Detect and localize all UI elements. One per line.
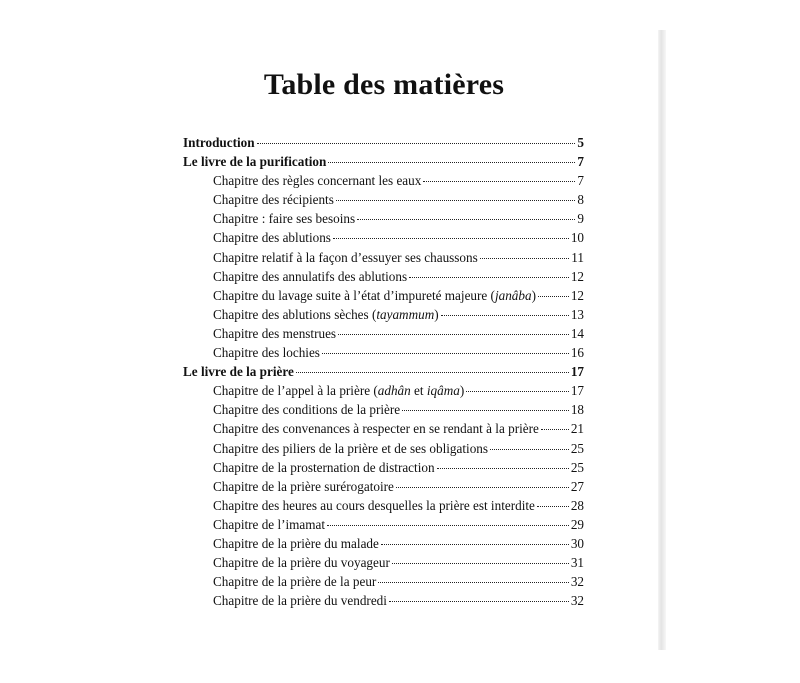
toc-page-number: 12 (570, 268, 584, 284)
toc-page-number: 17 (570, 364, 584, 380)
toc-entry-label: Chapitre du lavage suite à l’état d’impureté majeure (janâba) (213, 287, 536, 303)
toc-page-number: 25 (570, 459, 584, 475)
toc-chapter-row (183, 553, 584, 572)
toc-chapter-row (183, 305, 584, 324)
toc-entry-label: Chapitre relatif à la façon d’essuyer ses chaussons (213, 249, 478, 265)
toc-entry-label: Chapitre de l’appel à la prière (adhân et iqâma) (213, 383, 465, 399)
dot-leader (257, 142, 576, 144)
toc-entry-label: Chapitre des conditions de la prière (213, 402, 401, 418)
toc-entry-label: Chapitre des ablutions sèches (tayammum) (213, 306, 439, 322)
toc-page-number: 7 (577, 154, 584, 170)
toc-chapter-row (183, 477, 584, 496)
dot-leader (441, 314, 569, 316)
toc-page-number: 30 (570, 535, 584, 551)
dot-leader (327, 524, 569, 526)
toc-entry-label: Chapitre de l’imamat (213, 516, 326, 532)
dot-leader (392, 562, 569, 564)
toc-section-row (183, 362, 584, 381)
toc-page-number: 25 (570, 440, 584, 456)
toc-chapter-row (183, 209, 584, 228)
toc-entry-label: Chapitre de la prière du vendredi (213, 593, 387, 609)
toc-page-number: 11 (571, 249, 584, 265)
toc-entry-label: Chapitre des annulatifs des ablutions (213, 268, 408, 284)
toc-page-number: 21 (570, 421, 584, 437)
toc-page-number: 7 (577, 173, 584, 189)
toc-page-number: 10 (570, 230, 584, 246)
dot-leader (396, 486, 569, 488)
dot-leader (389, 600, 569, 602)
toc-chapter-row (183, 439, 584, 458)
dot-leader (378, 581, 569, 583)
toc-chapter-row (183, 496, 584, 515)
toc-chapter-row (183, 324, 584, 343)
toc-page-number: 13 (570, 306, 584, 322)
toc-entry-label: Chapitre des convenances à respecter en se rendant à la prière (213, 421, 539, 437)
toc-entry-label: Chapitre des lochies (213, 345, 320, 361)
toc-page-number: 27 (570, 478, 584, 494)
dot-leader (466, 390, 569, 392)
dot-leader (538, 295, 569, 297)
dot-leader (357, 218, 575, 220)
toc-chapter-row (183, 248, 584, 267)
dot-leader (541, 428, 569, 430)
toc-chapter-row (183, 343, 584, 362)
table-of-contents (183, 133, 584, 610)
toc-chapter-row (183, 458, 584, 477)
toc-page-number: 5 (577, 135, 584, 150)
toc-page-number: 8 (577, 192, 584, 208)
dot-leader (423, 180, 575, 182)
toc-section-row (183, 133, 584, 152)
toc-chapter-row (183, 228, 584, 247)
toc-page-number: 32 (570, 593, 584, 609)
toc-entry-label: Chapitre de la prière surérogatoire (213, 478, 394, 494)
dot-leader (328, 161, 575, 163)
dot-leader (409, 276, 569, 278)
dot-leader (381, 543, 569, 545)
dot-leader (437, 467, 569, 469)
toc-chapter-row (183, 572, 584, 591)
toc-entry-label: Chapitre des menstrues (213, 325, 337, 341)
toc-entry-label: Introduction (183, 135, 255, 150)
toc-page-number: 9 (577, 211, 584, 227)
toc-page-number: 12 (570, 287, 584, 303)
toc-page-number: 28 (570, 497, 584, 513)
toc-page-number: 17 (570, 383, 584, 399)
dot-leader (336, 199, 576, 201)
toc-entry-label: Le livre de la prière (183, 364, 294, 380)
toc-entry-label: Chapitre des règles concernant les eaux (213, 173, 422, 189)
dot-leader (296, 371, 569, 373)
toc-chapter-row (183, 534, 584, 553)
toc-chapter-row (183, 190, 584, 209)
dot-leader (338, 333, 569, 335)
dot-leader (402, 409, 569, 411)
dot-leader (490, 448, 569, 450)
toc-entry-label: Chapitre : faire ses besoins (213, 211, 356, 227)
toc-entry-label: Chapitre de la prière du voyageur (213, 555, 390, 571)
toc-entry-label: Chapitre de la prosternation de distraction (213, 459, 435, 475)
toc-entry-label: Chapitre de la prière de la peur (213, 574, 377, 590)
dot-leader (480, 257, 570, 259)
toc-page-number: 29 (570, 516, 584, 532)
toc-section-row (183, 152, 584, 171)
page-edge-shadow (658, 30, 666, 650)
page-title: Table des matières (263, 68, 505, 101)
dot-leader (322, 352, 569, 354)
toc-chapter-row (183, 591, 584, 610)
toc-entry-label: Chapitre des ablutions (213, 230, 331, 246)
toc-page-number: 16 (570, 345, 584, 361)
toc-page-number: 14 (570, 325, 584, 341)
toc-chapter-row (183, 419, 584, 438)
toc-chapter-row (183, 381, 584, 400)
toc-page-number: 31 (570, 555, 584, 571)
toc-page-number: 32 (570, 574, 584, 590)
toc-entry-label: Chapitre des heures au cours desquelles la prière est interdite (213, 497, 535, 513)
toc-entry-label: Chapitre des récipients (213, 192, 334, 208)
toc-chapter-row (183, 515, 584, 534)
toc-page-number: 18 (570, 402, 584, 418)
toc-chapter-row (183, 171, 584, 190)
dot-leader (537, 505, 569, 507)
toc-chapter-row (183, 286, 584, 305)
toc-entry-label: Chapitre de la prière du malade (213, 535, 379, 551)
dot-leader (333, 237, 569, 239)
toc-chapter-row (183, 267, 584, 286)
toc-chapter-row (183, 400, 584, 419)
toc-entry-label: Le livre de la purification (183, 154, 327, 170)
toc-entry-label: Chapitre des piliers de la prière et de ses obligations (213, 440, 489, 456)
